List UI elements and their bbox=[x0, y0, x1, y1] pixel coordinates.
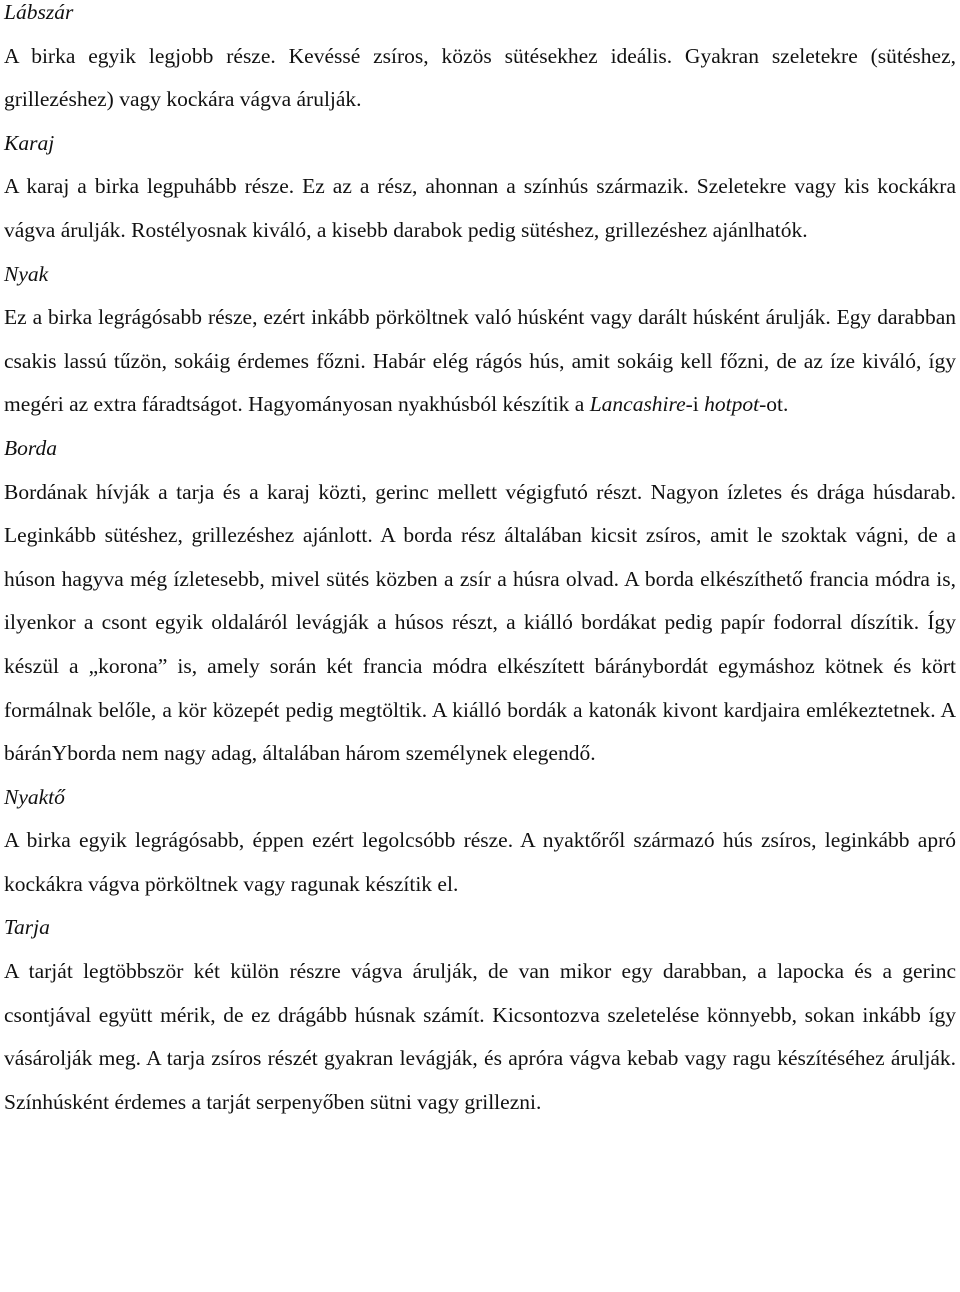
document-page bbox=[4, 0, 956, 1124]
nyak-emphasis-hotpot: hotpot bbox=[704, 392, 760, 417]
section-body-labszar: A birka egyik legjobb része. Kevéssé zsíros, közös sütésekhez ideális. Gyakran szeletekre (sütéshez, grillezéshez) vagy kockára vágva árulják. bbox=[4, 43, 956, 112]
section-title-borda: Borda bbox=[4, 435, 57, 460]
section-body-nyak bbox=[4, 296, 956, 427]
nyak-text: Ez a birka legrágósabb része, ezért inkább pörköltnek való húsként vagy darált húsként árulják. Egy darabban csakis lassú tűzön, sokáig érdemes főzni. Habár elég rágós hús, amit sokáig kell főzni, de az íze kiváló, így megéri az extra fáradtságot. Hagyományosan nyakhúsból készítik a bbox=[4, 305, 956, 417]
section-title-labszar: Lábszár bbox=[4, 0, 74, 24]
section-body-borda: Bordának hívják a tarja és a karaj közti, gerinc mellett végigfutó részt. Nagyon ízletes és drága húsdarab. Leginkább sütéshez, grillezéshez ajánlott. A borda rész általában kicsit zsíros, amit le szoktak vágni, de a húson hagyva még ízletesebb, mivel sütés közben a zsír a húsra olvad. A borda elkészíthető francia módra is, ilyenkor a csont egyik oldaláról levágják a húsos részt, a kiálló bordákat pedig papír fodorral díszítik. Így készül a „korona” is, amely során két francia módra elkészített báránybordát egymáshoz kötnek és kört formálnak belőle, a kör közepét pedig megtöltik. A kiálló bordák a katonák kivont kardjaira emlékeztetnek. A báránYborda nem nagy adag, általában három személynek elegendő. bbox=[4, 479, 956, 766]
section-body-tarja: A tarját legtöbbször két külön részre vágva árulják, de van mikor egy darabban, a lapocka és a gerinc csontjával együtt mérik, de ez drágább húsnak számít. Kicsontozva szeletelése könnyebb, sokan inkább így vásárolják meg. A tarja zsíros részét gyakran levágják, és apróra vágva kebab vagy ragu készítéséhez árulják. Színhúsként érdemes a tarját serpenyőben sütni vagy grillezni. bbox=[4, 959, 956, 1114]
section-title-tarja: Tarja bbox=[4, 915, 50, 940]
nyak-emphasis-lancashire: Lancashire bbox=[589, 392, 686, 417]
section-title-karaj: Karaj bbox=[4, 130, 55, 155]
section-body-nyakto: A birka egyik legrágósabb, éppen ezért legolcsóbb része. A nyaktőről származó hús zsíros, leginkább apró kockákra vágva pörköltnek vagy ragunak készítik el. bbox=[4, 828, 956, 896]
nyak-text-end: -ot. bbox=[759, 392, 789, 417]
section-body-karaj: A karaj a birka legpuhább része. Ez az a rész, ahonnan a színhús származik. Szeletekre vagy kis kockákra vágva árulják. Rostélyosnak kiváló, a kisebb darabok pedig sütéshez, grillezéshez ajánlhatók. bbox=[4, 174, 956, 242]
nyak-text-suffix: -i bbox=[685, 392, 705, 417]
section-title-nyakto: Nyaktő bbox=[4, 784, 65, 809]
section-title-nyak: Nyak bbox=[4, 261, 49, 286]
